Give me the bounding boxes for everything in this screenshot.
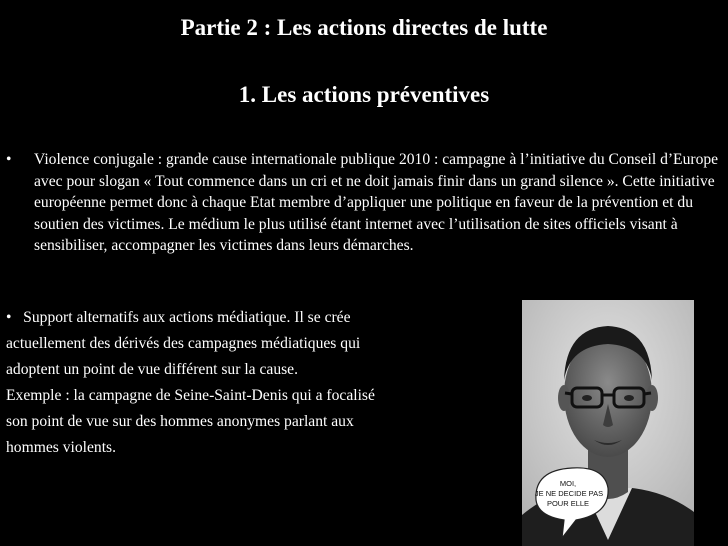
slide-subtitle: 1. Les actions préventives: [238, 82, 490, 107]
campaign-photo: [522, 300, 694, 546]
slide-title: Partie 2 : Les actions directes de lutte: [180, 15, 548, 40]
bullet-list: [6, 149, 722, 257]
bullet-line: [6, 305, 506, 331]
bubble-text-1: MOI,: [559, 479, 577, 488]
bullet-marker: •: [6, 309, 12, 326]
bullet-item: [6, 149, 722, 257]
bullet-line: hommes violents.: [6, 439, 117, 456]
bullet-text: Violence conjugale : grande cause internationale publique 2010 : campagne à l’initiative du Conseil d’Europe avec pour slogan « Tout commence dans un cri et ne doit jamais finir dans un grand silence ». Cette initiative européenne permet donc à chaque Etat membre d’appliquer une politique en faveur de la prévention et du soutien des victimes. Le médium le plus utilisé étant internet avec l’utilisation de sites officiels visant à sensibiliser, accompagner les victimes dans leurs démarches.: [34, 151, 719, 254]
bullet-text: Support alternatifs aux actions médiatique. Il se crée: [23, 309, 351, 326]
bullet-marker: •: [6, 151, 12, 168]
bullet-line: adoptent un point de vue différent sur la cause.: [6, 361, 299, 378]
speech-bubble: [522, 300, 694, 546]
bullet-item-2: [6, 305, 506, 461]
bullet-line: son point de vue sur des hommes anonymes parlant aux: [6, 413, 354, 430]
bullet-line: actuellement des dérivés des campagnes médiatiques qui: [6, 335, 361, 352]
bullet-line: Exemple : la campagne de Seine-Saint-Denis qui a focalisé: [6, 387, 375, 404]
bubble-text-2: JE NE DECIDE PAS: [534, 489, 604, 498]
bubble-text-3: POUR ELLE: [546, 499, 590, 508]
